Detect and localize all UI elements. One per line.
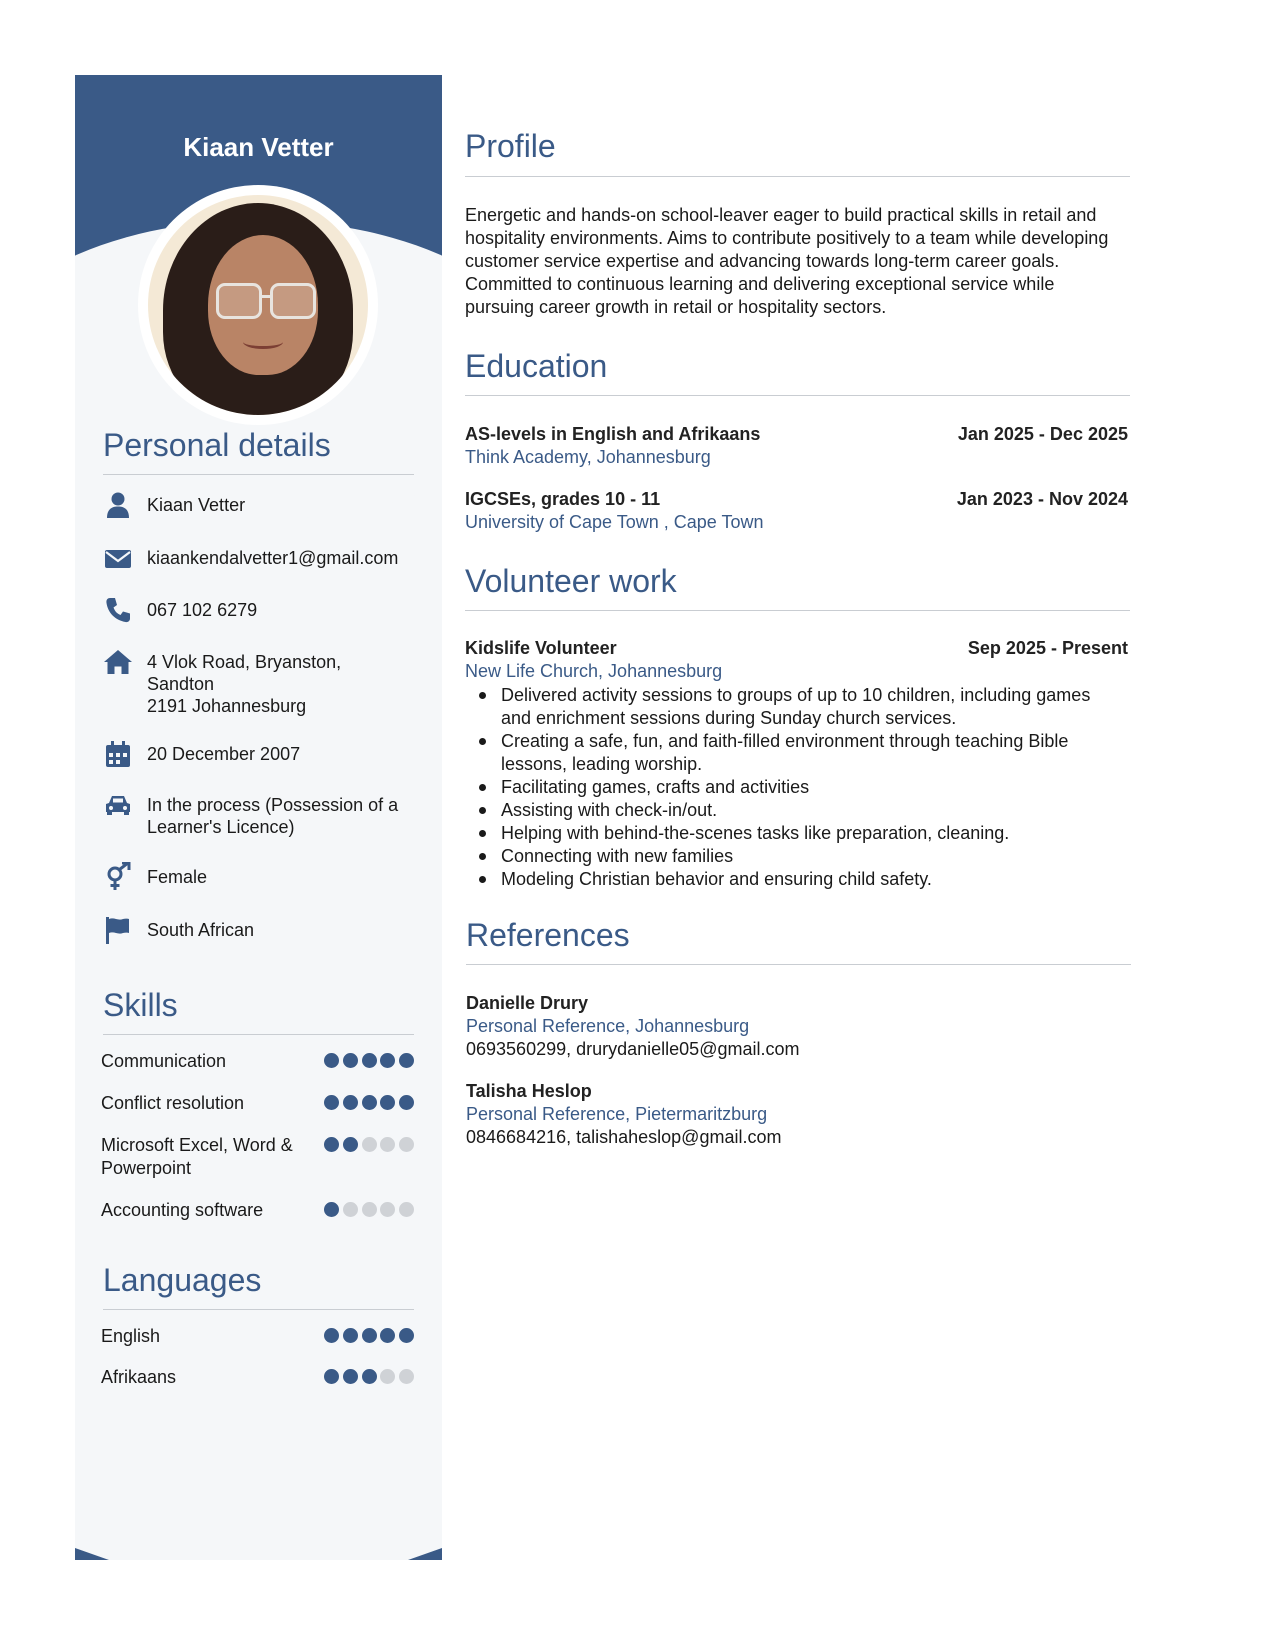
profile-heading: Profile — [465, 128, 556, 164]
list-item: Creating a safe, fun, and faith-filled environment through teaching Bible lessons, leading worship. — [465, 730, 1130, 776]
volunteer-date: Sep 2025 - Present — [967, 638, 1128, 658]
skill-level-dots — [324, 1095, 414, 1111]
education-title: IGCSEs, grades 10 - 11 — [465, 489, 661, 509]
personal-birthdate: 20 December 2007 — [147, 744, 301, 764]
personal-details-heading: Personal details — [103, 427, 331, 463]
level-dot-empty — [362, 1202, 377, 1217]
level-dot-filled — [324, 1053, 339, 1068]
skill-level-dots — [324, 1053, 414, 1069]
level-dot-filled — [380, 1095, 395, 1110]
level-dot-empty — [399, 1369, 414, 1384]
sidebar-corner-right — [408, 1548, 442, 1560]
level-dot-filled — [324, 1328, 339, 1343]
personal-email[interactable]: kiaankendalvetter1@gmail.com — [147, 548, 399, 568]
volunteer-organisation: New Life Church, Johannesburg — [465, 661, 723, 681]
person-icon — [103, 490, 133, 520]
reference-name: Danielle Drury — [466, 993, 589, 1013]
level-dot-filled — [324, 1095, 339, 1110]
level-dot-filled — [362, 1328, 377, 1343]
level-dot-filled — [324, 1369, 339, 1384]
level-dot-filled — [362, 1369, 377, 1384]
level-dot-filled — [399, 1053, 414, 1068]
phone-icon — [103, 595, 133, 625]
skill-name: Conflict resolution — [101, 1093, 245, 1113]
level-dot-empty — [343, 1202, 358, 1217]
flag-icon — [103, 915, 133, 945]
volunteer-title: Kidslife Volunteer — [465, 638, 617, 658]
language-name: Afrikaans — [101, 1367, 177, 1387]
list-item: Connecting with new families — [465, 845, 1130, 868]
level-dot-filled — [343, 1328, 358, 1343]
volunteer-heading: Volunteer work — [465, 563, 677, 599]
profile-photo — [138, 185, 378, 425]
level-dot-filled — [343, 1053, 358, 1068]
language-name: English — [101, 1326, 161, 1346]
personal-nationality: South African — [147, 920, 255, 940]
envelope-icon — [103, 543, 133, 573]
profile-divider — [465, 176, 1130, 177]
level-dot-filled — [343, 1137, 358, 1152]
education-institution: Think Academy, Johannesburg — [465, 447, 711, 467]
level-dot-filled — [343, 1369, 358, 1384]
level-dot-filled — [343, 1095, 358, 1110]
level-dot-filled — [399, 1328, 414, 1343]
languages-divider — [103, 1309, 414, 1310]
level-dot-filled — [324, 1202, 339, 1217]
candidate-name: Kiaan Vetter — [183, 132, 334, 162]
level-dot-filled — [380, 1053, 395, 1068]
skill-name: Communication — [101, 1051, 227, 1071]
skill-level-dots — [324, 1137, 414, 1153]
skill-name: Accounting software — [101, 1200, 264, 1220]
reference-contact[interactable]: 0693560299, drurydanielle05@gmail.com — [466, 1039, 800, 1059]
education-institution: University of Cape Town , Cape Town — [465, 512, 764, 532]
personal-name: Kiaan Vetter — [147, 495, 246, 515]
personal-driving-licence: In the process (Possession of a Learner's Licence) — [147, 795, 399, 837]
home-icon — [103, 647, 133, 677]
level-dot-filled — [324, 1137, 339, 1152]
education-date: Jan 2023 - Nov 2024 — [956, 489, 1128, 509]
personal-details-divider — [103, 474, 414, 475]
education-title: AS-levels in English and Afrikaans — [465, 424, 761, 444]
car-icon — [103, 790, 133, 820]
references-divider — [466, 964, 1131, 965]
profile-photo-image — [148, 195, 368, 415]
personal-address: 4 Vlok Road, Bryanston, Sandton 2191 Johannesburg — [147, 652, 342, 716]
volunteer-duties-list — [465, 684, 1130, 891]
list-item: Helping with behind-the-scenes tasks like preparation, cleaning. — [465, 822, 1130, 845]
education-heading: Education — [465, 348, 608, 384]
level-dot-empty — [362, 1137, 377, 1152]
level-dot-filled — [362, 1053, 377, 1068]
skill-name: Microsoft Excel, Word & Powerpoint — [101, 1135, 293, 1178]
gender-icon — [103, 862, 133, 892]
personal-phone[interactable]: 067 102 6279 — [147, 600, 258, 620]
list-item: Modeling Christian behavior and ensuring child safety. — [465, 868, 1130, 891]
level-dot-empty — [380, 1202, 395, 1217]
references-heading: References — [466, 917, 630, 953]
level-dot-empty — [399, 1137, 414, 1152]
level-dot-empty — [399, 1202, 414, 1217]
education-date: Jan 2025 - Dec 2025 — [957, 424, 1128, 444]
list-item: Assisting with check-in/out. — [465, 799, 1130, 822]
level-dot-filled — [399, 1095, 414, 1110]
level-dot-empty — [380, 1369, 395, 1384]
list-item: Facilitating games, crafts and activities — [465, 776, 1130, 799]
skills-divider — [103, 1034, 414, 1035]
profile-summary: Energetic and hands-on school-leaver eager to build practical skills in retail and hospitality environments. Aims to contribute positively to a team while developing customer service expertise and advancing towards long-term career goals. Committed to continuous learning and delivering exceptional service while pursuing career growth in retail or hospitality sectors. — [465, 205, 1109, 317]
reference-contact[interactable]: 0846684216, talishaheslop@gmail.com — [466, 1127, 782, 1147]
sidebar-corner-left — [75, 1548, 109, 1560]
education-divider — [465, 395, 1130, 396]
volunteer-divider — [465, 610, 1130, 611]
calendar-icon — [103, 739, 133, 769]
reference-name: Talisha Heslop — [466, 1081, 592, 1101]
level-dot-filled — [362, 1095, 377, 1110]
skill-level-dots — [324, 1202, 414, 1218]
sidebar — [75, 75, 442, 1560]
personal-gender: Female — [147, 867, 208, 887]
level-dot-empty — [380, 1137, 395, 1152]
list-item: Delivered activity sessions to groups of up to 10 children, including games and enrichment sessions during Sunday church services. — [465, 684, 1130, 730]
reference-relation: Personal Reference, Pietermaritzburg — [466, 1104, 768, 1124]
level-dot-filled — [380, 1328, 395, 1343]
language-level-dots — [324, 1369, 414, 1385]
skills-heading: Skills — [103, 987, 178, 1023]
reference-relation: Personal Reference, Johannesburg — [466, 1016, 750, 1036]
language-level-dots — [324, 1328, 414, 1344]
languages-heading: Languages — [103, 1262, 262, 1298]
